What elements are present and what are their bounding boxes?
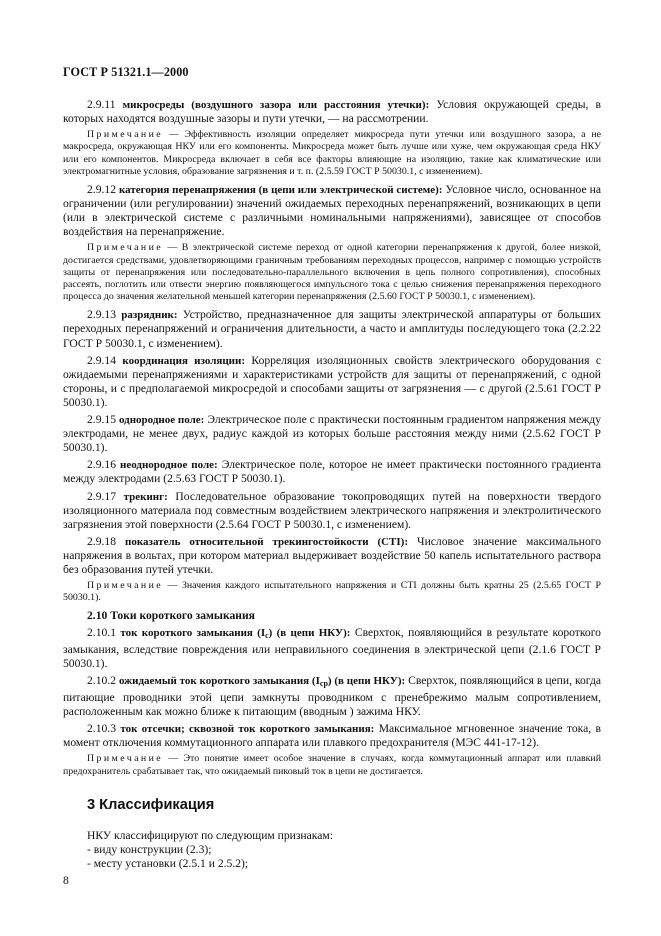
classification-intro: НКУ классифицируют по следующим признакам:: [87, 828, 333, 842]
classification-item-1: - виду конструкции (2.3);: [87, 842, 212, 856]
clause-2-9-11: 2.9.11 микросреды (воздушного зазора или расстояния утечки): Условия окружающей среды, в которых находятся воздушные зазоры и пути утечки, — на рассмотрении.: [63, 98, 602, 126]
clause-2-9-15: 2.9.15 однородное поле: Электрическое поле с практически постоянным градиентом напряжения между электродами, не менее двух, радиус каждой из которых больше расстояния между ними (2.5.62 ГОСТ Р 50030.1).: [63, 413, 601, 455]
clause-2-9-16: 2.9.16 неоднородное поле: Электрическое поле, которое не имеет практически постоянного градиента между электродами (2.5.63 ГОСТ Р 50030.1).: [63, 458, 601, 486]
section-3-heading: 3 Классификация: [87, 796, 215, 813]
note-2-9-18: Примечание — Значения каждого испытательного напряжения и CTI должны быть кратны 25 (2.5.65 ГОСТ Р 50030.1).: [63, 580, 601, 604]
clause-2-10-2: 2.10.2 ожидаемый ток короткого замыкания $(I_{cp})$ (в цепи НКУ): Сверхток, появляющийся в цепи, когда питающие проводники этой цепи замкнуты проводником с пренебрежимо малым сопротивлением, расположенным как можно ближе к питающим (вводным ) зажима НКУ.: [63, 673, 602, 719]
page-number: 8: [63, 874, 69, 887]
clause-2-9-14: 2.9.14 координация изоляции: Корреляция изоляционных свойств электрического оборудования с ожидаемыми перенапряжениями и характеристиками устройств для защиты от перенапряжений, с одной стороны, и с предполагаемой микросредой и способами защиты от загрязнения — с другой (2.5.61 ГОСТ Р 50030.1).: [63, 353, 601, 409]
clause-2-10-3: 2.10.3 ток отсечки; сквозной ток короткого замыкания: Максимальное мгновенное значение тока, в момент отключения коммутационного аппарата или плавкого предохранителя (МЭС 441-17-12).: [63, 722, 601, 750]
clause-2-9-12: 2.9.12 категория перенапряжения (в цепи или электрической системе): Условное число, основанное на ограничении (или регулировании) значений ожидаемых переходных перенапряжений, возникающих в цепи (или в электрической системе с различными номинальными напряжениями), зависящее от способов воздействия на перенапряжение.: [63, 183, 601, 239]
clause-2-10-1: 2.10.1 ток короткого замыкания $(I_c)$ (в цепи НКУ): Сверхток, появляющийся в результате короткого замыкания, вследствие повреждения или неправильного соединения в электрической цепи (2.1.6 ГОСТ Р 50030.1).: [63, 625, 601, 670]
section-2-10-heading: 2.10 Токи короткого замыкания: [87, 609, 255, 623]
note-2-9-12: Примечание — В электрической системе переход от одной категории перенапряжения к другой, более низкой, достигается средствами, удовлетворяющими граничным требованиям переходных процессов, например с помощью устройств защиты от перенапряжения или последовательно-параллельного включения в цепь полного сопротивления), способных рассеять, поглотить или отвести энергию появляющегося импульсного тока с целью снижения перенапряжения переходного процесса до значения желательной меньшей категории перенапряжения (2.5.60 ГОСТ Р 50030.1, с изменением).: [63, 242, 601, 303]
classification-item-2: - месту установки (2.5.1 и 2.5.2);: [87, 857, 249, 871]
clause-2-9-13: 2.9.13 разрядник: Устройство, предназначенное для защиты электрической аппаратуры от больших переходных перенапряжений и ограничения длительности, а часто и амплитуды последующего тока (2.2.22 ГОСТ Р 50030.1, с изменением).: [63, 308, 601, 350]
note-2-10-3: Примечание — Это понятие имеет особое значение в случаях, когда коммутационный аппарат или плавкий предохранитель срабатывает так, что ожидаемый пиковый ток в цепи не достигается.: [63, 753, 601, 777]
clause-2-9-17: 2.9.17 трекинг: Последовательное образование токопроводящих путей на поверхности твердого изоляционного материала под совместным воздействием электрического напряжения и электролитического загрязнения этой поверхности (2.5.64 ГОСТ Р 50030.1, с изменением).: [63, 489, 601, 531]
clause-2-9-18: 2.9.18 показатель относительной трекингостойкости (CTI): Числовое значение максимального напряжения в вольтах, при котором материал выдерживает воздействие 50 капель испытательного раствора без образования путей утечки.: [63, 534, 602, 576]
document-body: [63, 98, 601, 871]
note-2-9-11: Примечание — Эффективность изоляции определяет микросреда пути утечки или воздушного зазора, а не макросреда, окружающая НКУ или его компоненты. Микросреда может быть лучше или хуже, чем окружающая среда НКУ или его компонентов. Микросреда включает в себя все факторы влияющие на изоляцию, такие как климатические или электромагнитные условия, образование загрязнения и т. п. (2.5.59 ГОСТ Р 50030.1, с изменением).: [63, 129, 601, 177]
document-header: ГОСТ Р 51321.1—2000: [63, 65, 189, 79]
